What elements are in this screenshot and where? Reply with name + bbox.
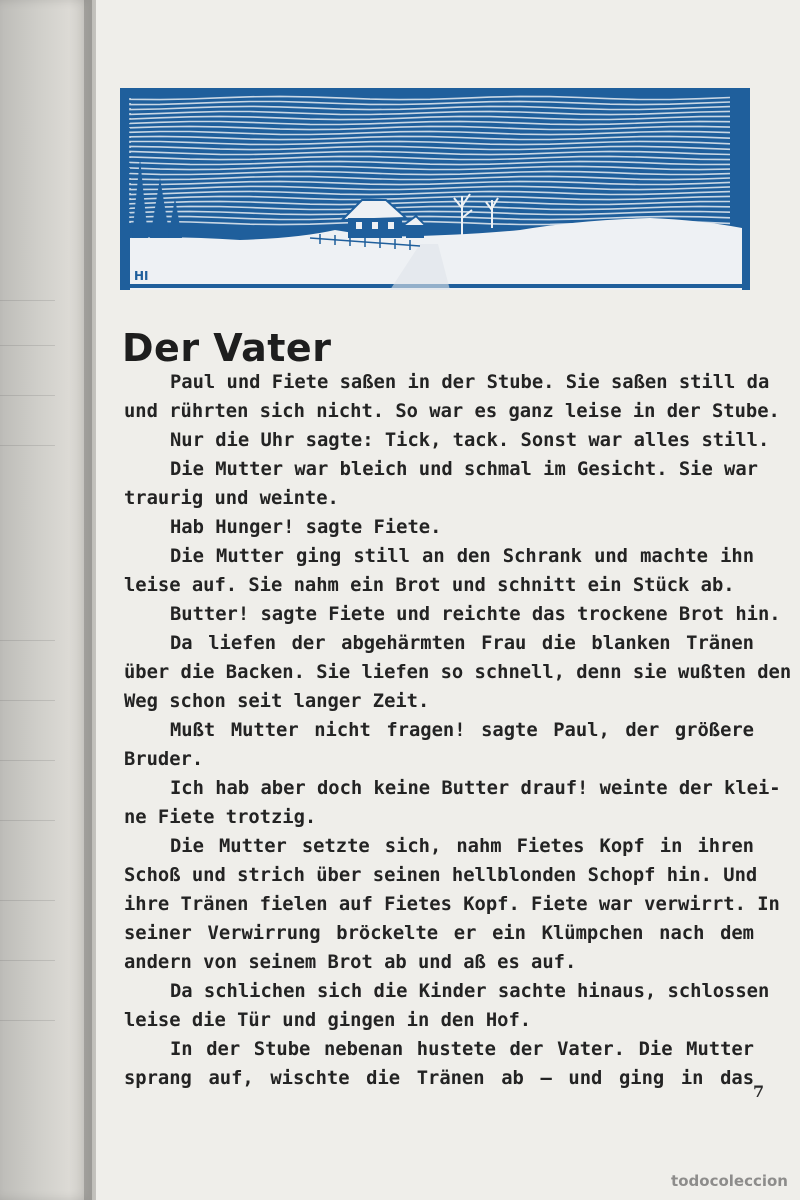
text-line: Da schlichen sich die Kinder sachte hinaus, schlossen <box>170 981 770 1002</box>
text-line: Nur die Uhr sagte: Tick, tack. Sonst war alles still. <box>170 430 770 451</box>
text-line: Die Mutter setzte sich, nahm Fietes Kopf in ihren <box>170 836 754 857</box>
text-line: Weg schon seit langer Zeit. <box>124 691 430 712</box>
text-line: Mußt Mutter nicht fragen! sagte Paul, der größere <box>170 720 754 741</box>
watermark: todocoleccion <box>671 1172 788 1190</box>
text-line: Paul und Fiete saßen in der Stube. Sie saßen still da <box>170 372 770 393</box>
winter-landscape-illustration <box>120 88 750 290</box>
text-line: Ich hab aber doch keine Butter drauf! weinte der klei- <box>170 778 781 799</box>
text-line: ihre Tränen fielen auf Fietes Kopf. Fiete war verwirrt. In <box>124 894 780 915</box>
text-line: sprang auf, wischte die Tränen ab — und ging in das <box>124 1068 754 1089</box>
text-line: seiner Verwirrung bröckelte er ein Klümpchen nach dem <box>124 923 754 944</box>
text-line: über die Backen. Sie liefen so schnell, denn sie wußten den <box>124 662 792 683</box>
chapter-body-text <box>124 368 792 1093</box>
text-line: Schoß und strich über seinen hellblonden Schopf hin. Und <box>124 865 758 886</box>
text-line: Die Mutter ging still an den Schrank und machte ihn <box>170 546 754 567</box>
svg-text:HI: HI <box>134 269 149 283</box>
text-line: Hab Hunger! sagte Fiete. <box>170 517 442 538</box>
text-line: Da liefen der abgehärmten Frau die blanken Tränen <box>170 633 754 654</box>
text-line: traurig und weinte. <box>124 488 339 509</box>
text-line: leise auf. Sie nahm ein Brot und schnitt ein Stück ab. <box>124 575 735 596</box>
text-line: Bruder. <box>124 749 204 770</box>
text-line: ne Fiete trotzig. <box>124 807 317 828</box>
facing-page <box>0 0 92 1200</box>
text-line: und rührten sich nicht. So war es ganz leise in der Stube. <box>124 401 780 422</box>
page-number: 7 <box>753 1082 765 1101</box>
text-line: Die Mutter war bleich und schmal im Gesicht. Sie war <box>170 459 758 480</box>
text-line: leise die Tür und gingen in den Hof. <box>124 1010 532 1031</box>
text-line: andern von seinem Brot ab und aß es auf. <box>124 952 577 973</box>
text-line: Butter! sagte Fiete und reichte das trockene Brot hin. <box>170 604 781 625</box>
text-line: In der Stube nebenan hustete der Vater. Die Mutter <box>170 1039 754 1060</box>
chapter-title: Der Vater <box>122 326 332 370</box>
